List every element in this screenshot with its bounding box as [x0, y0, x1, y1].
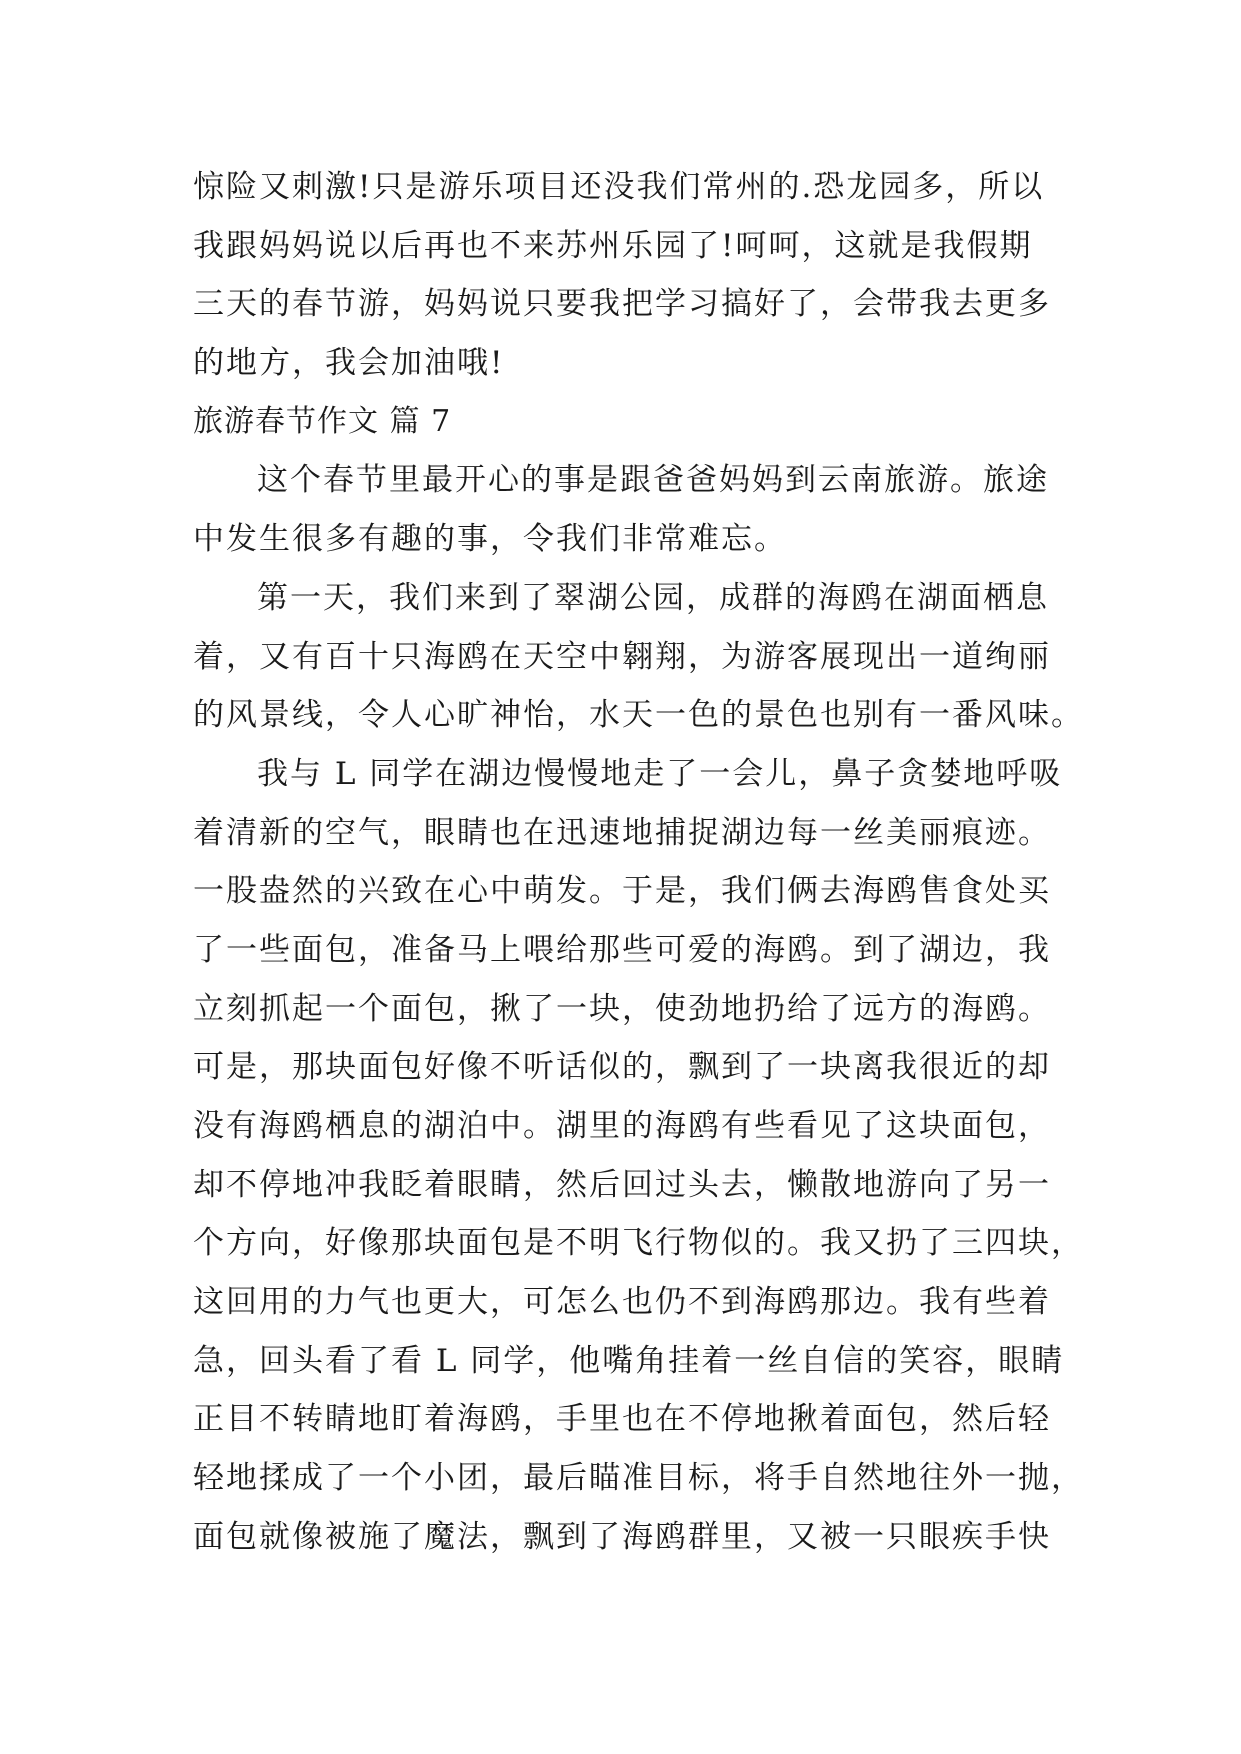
- text-line: 面包就像被施了魔法，飘到了海鸥群里，又被一只眼疾手快: [193, 1518, 1051, 1555]
- text-line: 着清新的空气，眼睛也在迅速地捕捉湖边每一丝美丽痕迹。: [193, 814, 1051, 851]
- paragraph-first-line: 第一天，我们来到了翠湖公园，成群的海鸥在湖面栖息: [257, 579, 1049, 616]
- text-line: 的地方，我会加油哦!: [193, 345, 505, 382]
- document-body: [193, 158, 1084, 1567]
- text-line: 立刻抓起一个面包，揪了一块，使劲地扔给了远方的海鸥。: [193, 990, 1051, 1027]
- text-line: 没有海鸥栖息的湖泊中。湖里的海鸥有些看见了这块面包，: [193, 1108, 1051, 1144]
- text-line: 可是，那块面包好像不听话似的，飘到了一块离我很近的却: [193, 1049, 1051, 1086]
- text-line: 了一些面包，准备马上喂给那些可爱的海鸥。到了湖边，我: [193, 931, 1051, 968]
- text-line: 一股盎然的兴致在心中萌发。于是，我们俩去海鸥售食处买: [193, 873, 1051, 910]
- text-line: 的风景线，令人心旷神怡，水天一色的景色也别有一番风味。: [193, 697, 1084, 734]
- text-line: 轻地揉成了一个小团，最后瞄准目标，将手自然地往外一抛，: [193, 1460, 1084, 1497]
- section-heading: 旅游春节作文 篇 7: [193, 403, 452, 439]
- text-line: 急，回头看了看 L 同学，他嘴角挂着一丝自信的笑容，眼睛: [193, 1342, 1065, 1379]
- paragraph-first-line: 我与 L 同学在湖边慢慢地走了一会儿，鼻子贪婪地呼吸: [257, 755, 1063, 792]
- paragraph-first-line: 这个春节里最开心的事是跟爸爸妈妈到云南旅游。旅途: [257, 462, 1049, 499]
- text-line: 这回用的力气也更大，可怎么也仍不到海鸥那边。我有些着: [193, 1284, 1051, 1321]
- text-line: 个方向，好像那块面包是不明飞行物似的。我又扔了三四块，: [193, 1225, 1084, 1262]
- text-line: 着，又有百十只海鸥在天空中翱翔，为游客展现出一道绚丽: [193, 638, 1051, 675]
- text-line: 正目不转睛地盯着海鸥，手里也在不停地揪着面包，然后轻: [193, 1401, 1051, 1438]
- text-line: 惊险又刺激!只是游乐项目还没我们常州的.恐龙园多，所以: [193, 169, 1045, 205]
- text-line: 却不停地冲我眨着眼睛，然后回过头去，懒散地游向了另一: [193, 1166, 1051, 1203]
- text-line: 三天的春节游，妈妈说只要我把学习搞好了，会带我去更多: [193, 286, 1051, 323]
- text-line: 我跟妈妈说以后再也不来苏州乐园了!呵呵，这就是我假期: [193, 227, 1033, 264]
- text-line: 中发生很多有趣的事，令我们非常难忘。: [193, 521, 787, 558]
